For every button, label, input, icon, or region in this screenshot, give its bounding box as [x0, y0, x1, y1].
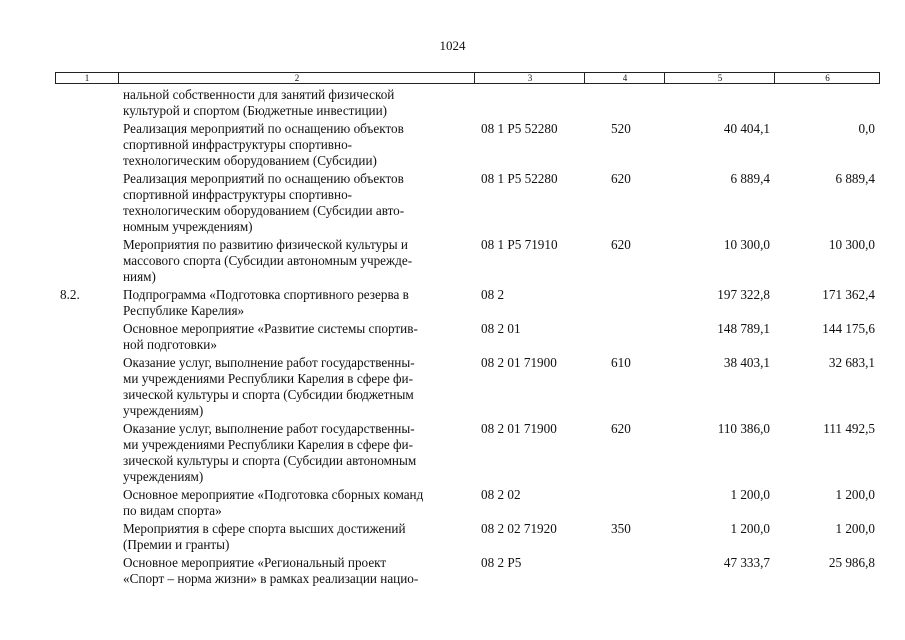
row-name-line: Мероприятия в сфере спорта высших достижений	[123, 521, 406, 536]
row-name	[123, 237, 473, 285]
row-number: 8.2.	[60, 287, 80, 302]
row-amount-col6: 1 200,0	[835, 487, 875, 502]
row-name	[123, 555, 473, 587]
row-name-line: Подпрограмма «Подготовка спортивного резерва в	[123, 287, 409, 302]
row-name-line: Реализация мероприятий по оснащению объектов	[123, 171, 404, 186]
row-code: 08 1 P5 71910	[481, 237, 558, 252]
row-name	[123, 121, 473, 169]
table-row	[0, 421, 905, 485]
table-row	[0, 287, 905, 319]
table-row	[0, 487, 905, 519]
table-row	[0, 87, 905, 119]
row-amount-col6: 32 683,1	[828, 355, 875, 370]
row-name-line: ми учреждениями Республики Карелия в сфере фи-	[123, 371, 413, 386]
row-amount-col6: 144 175,6	[822, 321, 875, 336]
table-row	[0, 355, 905, 419]
row-name-line: «Спорт – норма жизни» в рамках реализации нацио-	[123, 571, 419, 586]
row-name-line: зической культуры и спорта (Субсидии автономным	[123, 453, 417, 468]
row-name-line: спортивной инфраструктуры спортивно-	[123, 187, 353, 202]
table-row	[0, 321, 905, 353]
row-name	[123, 487, 473, 519]
row-name-line: по видам спорта»	[123, 503, 222, 518]
column-header-2: 2	[118, 73, 475, 83]
row-amount-col5: 110 386,0	[717, 421, 770, 436]
row-amount-col6: 111 492,5	[823, 421, 875, 436]
row-code: 08 2	[481, 287, 505, 302]
row-expense-type: 620	[611, 171, 631, 186]
row-code: 08 1 P5 52280	[481, 121, 558, 136]
row-amount-col6: 1 200,0	[835, 521, 875, 536]
table-row	[0, 171, 905, 235]
row-amount-col6: 171 362,4	[822, 287, 875, 302]
row-name-line: Реализация мероприятий по оснащению объектов	[123, 121, 404, 136]
row-name-line: Основное мероприятие «Развитие системы спортив-	[123, 321, 418, 336]
row-amount-col5: 1 200,0	[730, 521, 770, 536]
row-amount-col5: 197 322,8	[717, 287, 770, 302]
row-name-line: зической культуры и спорта (Субсидии бюджетным	[123, 387, 414, 402]
row-amount-col6: 10 300,0	[828, 237, 875, 252]
row-code: 08 2 01 71900	[481, 355, 557, 370]
row-name-line: массового спорта (Субсидии автономным учрежде-	[123, 253, 413, 268]
row-expense-type: 620	[611, 237, 631, 252]
page-number: 1024	[439, 38, 466, 53]
row-name-line: технологическим оборудованием (Субсидии)	[123, 153, 377, 168]
row-amount-col5: 1 200,0	[730, 487, 770, 502]
row-name	[123, 421, 473, 485]
row-amount-col6: 6 889,4	[835, 171, 875, 186]
row-name-line: Оказание услуг, выполнение работ государственны-	[123, 355, 415, 370]
row-amount-col6: 0,0	[858, 121, 875, 136]
row-name-line: Оказание услуг, выполнение работ государственны-	[123, 421, 415, 436]
table-row	[0, 555, 905, 587]
row-name	[123, 355, 473, 419]
row-name-line: спортивной инфраструктуры спортивно-	[123, 137, 353, 152]
row-name-line: ниям)	[123, 269, 156, 284]
row-name-line: Основное мероприятие «Подготовка сборных команд	[123, 487, 424, 502]
row-name	[123, 321, 473, 353]
row-name-line: учреждениям)	[123, 469, 204, 484]
row-name-line: ми учреждениями Республики Карелия в сфере фи-	[123, 437, 413, 452]
row-name	[123, 171, 473, 235]
row-code: 08 2 01	[481, 321, 521, 336]
row-name-line: Республике Карелия»	[123, 303, 245, 318]
row-amount-col5: 40 404,1	[723, 121, 770, 136]
row-amount-col5: 47 333,7	[723, 555, 770, 570]
column-header-6: 6	[774, 73, 880, 83]
column-header-5: 5	[664, 73, 775, 83]
column-header-1: 1	[84, 73, 90, 83]
row-name-line: Мероприятия по развитию физической культуры и	[123, 237, 408, 252]
row-name	[123, 287, 473, 319]
row-code: 08 2 02	[481, 487, 521, 502]
row-amount-col5: 10 300,0	[723, 237, 770, 252]
row-name-line: культурой и спортом (Бюджетные инвестиции)	[123, 103, 388, 118]
row-name-line: учреждениям)	[123, 403, 204, 418]
column-header-row	[55, 72, 880, 84]
row-amount-col6: 25 986,8	[828, 555, 875, 570]
row-amount-col5: 6 889,4	[730, 171, 770, 186]
column-header-3: 3	[474, 73, 585, 83]
row-name-line: Основное мероприятие «Региональный проект	[123, 555, 387, 570]
row-expense-type: 610	[611, 355, 631, 370]
row-expense-type: 620	[611, 421, 631, 436]
row-name-line: нальной собственности для занятий физической	[123, 87, 395, 102]
row-name-line: номным учреждениям)	[123, 219, 253, 234]
row-expense-type: 520	[611, 121, 631, 136]
row-name	[123, 87, 473, 119]
column-header-4: 4	[584, 73, 665, 83]
row-name-line: технологическим оборудованием (Субсидии авто-	[123, 203, 405, 218]
row-name-line: (Премии и гранты)	[123, 537, 230, 552]
table-row	[0, 237, 905, 285]
row-code: 08 2 01 71900	[481, 421, 557, 436]
table-row	[0, 121, 905, 169]
row-code: 08 1 P5 52280	[481, 171, 558, 186]
row-code: 08 2 P5	[481, 555, 522, 570]
row-code: 08 2 02 71920	[481, 521, 557, 536]
row-name-line: ной подготовки»	[123, 337, 217, 352]
table-row	[0, 521, 905, 553]
row-amount-col5: 148 789,1	[717, 321, 770, 336]
row-expense-type: 350	[611, 521, 631, 536]
row-name	[123, 521, 473, 553]
row-amount-col5: 38 403,1	[723, 355, 770, 370]
